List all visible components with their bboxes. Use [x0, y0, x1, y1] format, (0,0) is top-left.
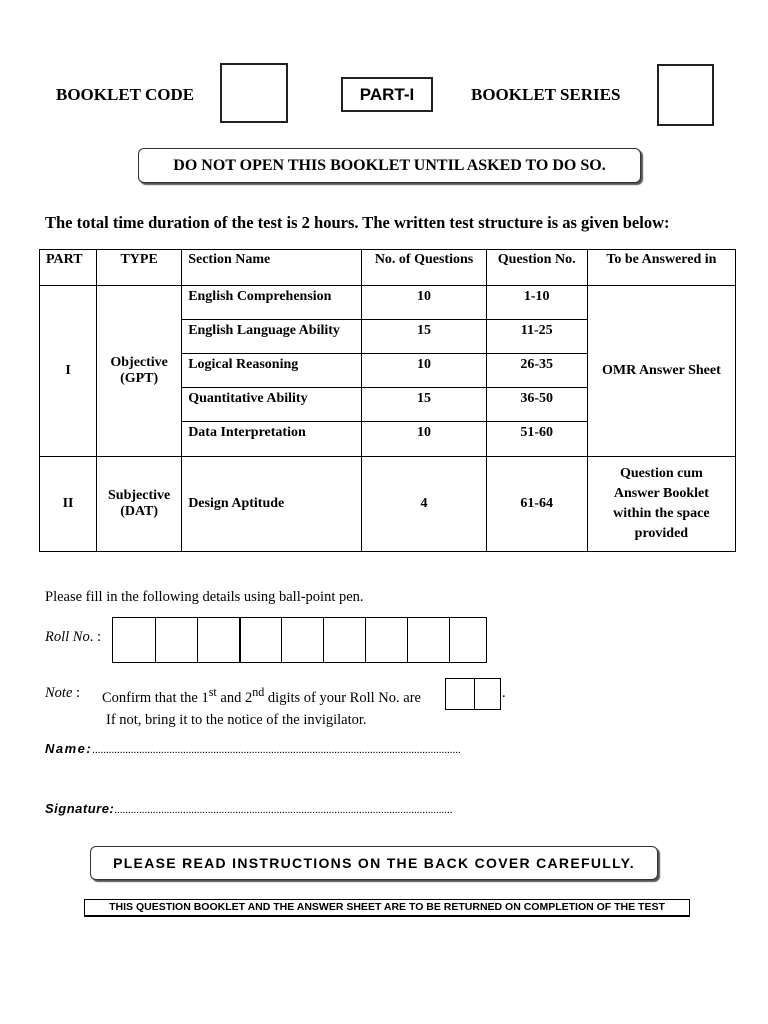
part-2-type	[97, 457, 182, 552]
roll-digit-box[interactable]	[323, 618, 365, 662]
name-line	[45, 741, 461, 756]
question-range: 11-25	[487, 320, 587, 354]
note-period: .	[502, 685, 506, 701]
note-label-colon: :	[76, 685, 81, 701]
roll-digit-box[interactable]	[113, 618, 155, 662]
note-line2: If not, bring it to the notice of the invigilator.	[106, 712, 367, 728]
note-confirm-text	[102, 679, 421, 711]
part-1-question-numbers	[486, 286, 587, 457]
part-2-number: II	[40, 457, 97, 552]
signature-label: Signature:	[45, 801, 115, 816]
question-range: 26-35	[487, 354, 587, 388]
roll-digit-box[interactable]	[239, 618, 281, 662]
question-count: 15	[362, 388, 485, 422]
roll-no-boxes	[112, 617, 487, 663]
do-not-open-warning: DO NOT OPEN THIS BOOKLET UNTIL ASKED TO DO SO.	[138, 148, 641, 183]
note-label-text: Note	[45, 685, 73, 701]
fill-instruction: Please fill in the following details using ball-point pen.	[45, 589, 364, 605]
note-sup-st: st	[208, 685, 217, 699]
part-1-counts	[362, 286, 486, 457]
booklet-code-box[interactable]	[220, 63, 288, 123]
part-2-answered-in	[587, 457, 735, 552]
question-range: 36-50	[487, 388, 587, 422]
section-name: English Comprehension	[182, 286, 361, 320]
question-range: 51-60	[520, 425, 554, 440]
note-label	[45, 685, 80, 702]
header-part: PART	[40, 250, 97, 286]
roll-digit-box[interactable]	[281, 618, 323, 662]
part-1-number: I	[40, 286, 97, 457]
question-count: 15	[362, 320, 485, 354]
header-section-name: Section Name	[182, 250, 362, 286]
header-answered-in: To be Answered in	[587, 250, 735, 286]
table-header-row	[40, 250, 736, 286]
part-2-type-line1: Subjective	[108, 488, 171, 503]
header-question-no: Question No.	[486, 250, 587, 286]
roll-no-label	[45, 629, 101, 646]
part-label: PART-I	[341, 77, 433, 112]
note-confirm-c: digits of your Roll No. are	[264, 689, 421, 706]
booklet-code-label: BOOKLET CODE	[56, 85, 195, 104]
answered-in-line: within the space	[613, 506, 710, 521]
roll-digit-box[interactable]	[449, 618, 491, 662]
signature-field[interactable]: ...........................................................................................................................	[114, 804, 453, 816]
header-no-of-questions: No. of Questions	[362, 250, 486, 286]
roll-no-label-suffix: . :	[89, 629, 101, 645]
digit-box[interactable]	[474, 679, 500, 709]
roll-digit-box[interactable]	[197, 618, 239, 662]
part-2-count: 4	[362, 457, 486, 552]
part-2-question-range: 61-64	[486, 457, 587, 552]
read-instructions-notice: PLEASE READ INSTRUCTIONS ON THE BACK COVER CAREFULLY.	[90, 846, 658, 880]
section-name: English Language Ability	[182, 320, 361, 354]
part-1-type-line2: (GPT)	[120, 371, 159, 386]
section-name: Quantitative Ability	[182, 388, 361, 422]
part-2-type-line2: (DAT)	[120, 504, 159, 519]
answered-in-line: Answer Booklet	[613, 486, 709, 501]
name-field[interactable]: ......................................................................................................................................	[92, 744, 461, 756]
note-sup-nd: nd	[252, 685, 265, 699]
table-row-part-1	[40, 286, 736, 457]
answered-in-line: Question cum	[619, 466, 703, 481]
test-structure-table	[39, 249, 736, 552]
part-1-type-line1: Objective	[110, 355, 168, 370]
roll-digit-box[interactable]	[155, 618, 197, 662]
question-range: 1-10	[487, 286, 587, 320]
header-type: TYPE	[97, 250, 182, 286]
section-name: Logical Reasoning	[182, 354, 361, 388]
digit-box[interactable]	[446, 679, 474, 709]
part-2-section-name: Design Aptitude	[182, 457, 362, 552]
booklet-series-label: BOOKLET SERIES	[471, 85, 621, 104]
answered-in-line: provided	[634, 526, 689, 541]
roll-digit-box[interactable]	[407, 618, 449, 662]
first-digits-boxes	[445, 678, 501, 710]
note-confirm-a: Confirm that the 1	[102, 689, 209, 706]
signature-line	[45, 801, 453, 816]
part-1-sections	[182, 286, 362, 457]
test-duration-intro: The total time duration of the test is 2 hours. The written test structure is as given below:	[45, 213, 670, 232]
part-1-type	[97, 286, 182, 457]
roll-digit-box[interactable]	[365, 618, 407, 662]
note-confirm-b: and 2	[216, 689, 253, 706]
name-label: Name:	[45, 741, 93, 756]
return-notice: THIS QUESTION BOOKLET AND THE ANSWER SHEET ARE TO BE RETURNED ON COMPLETION OF THE TEST	[84, 899, 690, 917]
question-count: 10	[362, 286, 485, 320]
section-name: Data Interpretation	[188, 425, 306, 440]
question-count: 10	[417, 425, 432, 440]
table-row-part-2	[40, 457, 736, 552]
part-1-answered-in: OMR Answer Sheet	[587, 286, 735, 457]
booklet-series-box[interactable]	[657, 64, 714, 126]
roll-no-label-text: Roll No	[45, 629, 90, 645]
question-count: 10	[362, 354, 485, 388]
